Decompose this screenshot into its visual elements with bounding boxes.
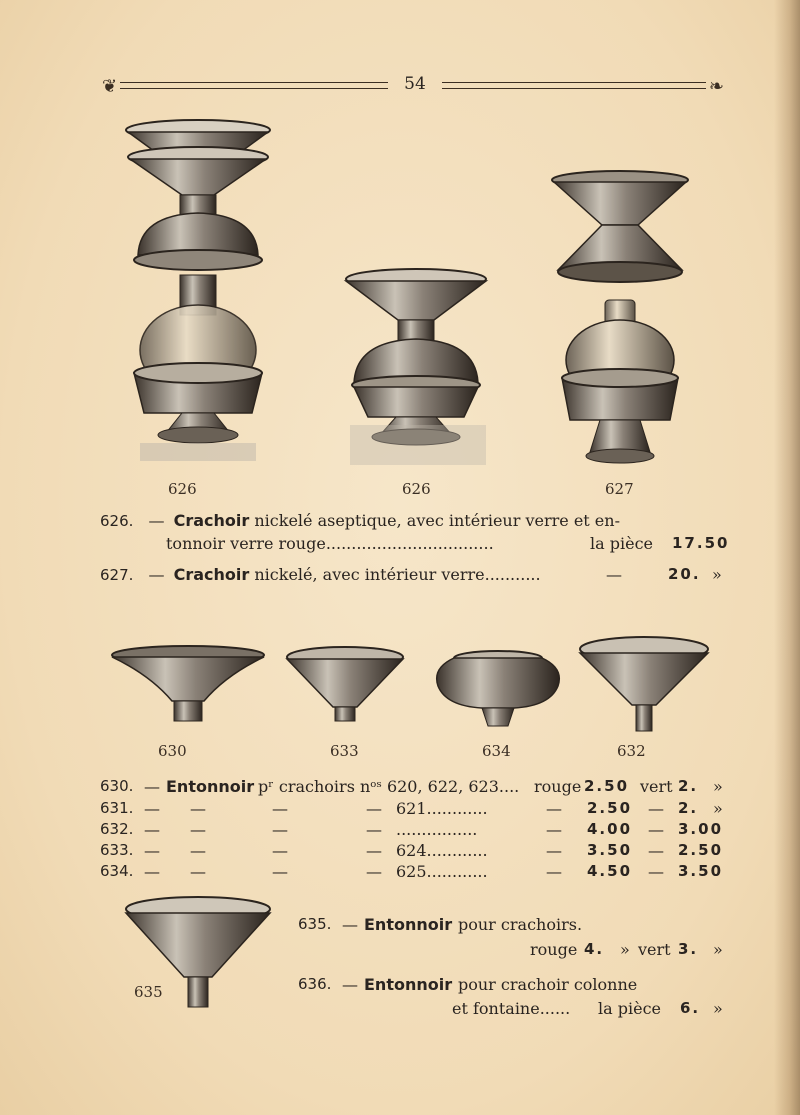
item-number: 626. xyxy=(100,512,134,530)
ditto-dash: — xyxy=(190,841,206,860)
funnel-630-illustration xyxy=(110,645,270,725)
ditto-dash: — xyxy=(148,565,165,584)
item-description: et fontaine...... xyxy=(452,999,571,1018)
leader-dots: ........... xyxy=(484,565,541,584)
ditto-dash: — xyxy=(144,862,160,881)
item-number: 633. xyxy=(100,841,134,859)
ditto-dash: — xyxy=(144,820,160,839)
item-refs: ................ xyxy=(396,820,478,839)
item-number: 632. xyxy=(100,820,134,838)
price-green: 2.50 xyxy=(678,841,724,859)
price-unit: la pièce xyxy=(590,534,653,553)
colour-label: rouge xyxy=(530,940,578,959)
figure-caption: 634 xyxy=(482,742,511,760)
item-626-line-2 xyxy=(166,534,494,553)
item-name: Entonnoir xyxy=(364,975,453,994)
price-green: 3.50 xyxy=(678,862,724,880)
header-rule-right xyxy=(442,82,706,89)
ditto-dash: — xyxy=(144,841,160,860)
item-number: 634. xyxy=(100,862,134,880)
ditto-dash: — xyxy=(606,565,622,584)
item-number: 636. xyxy=(298,975,332,993)
item-description: nickelé aseptique, avec intérieur verre et en- xyxy=(254,511,620,530)
price-green: 2. xyxy=(678,777,699,795)
price-red: 4. xyxy=(584,940,605,958)
price-green: 3.00 xyxy=(678,820,724,838)
price-unit: la pièce xyxy=(598,999,661,1018)
item-name: Entonnoir xyxy=(166,777,255,796)
funnel-632-illustration xyxy=(578,635,710,735)
ditto-mark: » xyxy=(713,940,723,959)
ornament-right-icon: ❧ xyxy=(708,76,724,97)
item-description: pour crachoirs. xyxy=(458,915,583,934)
item-name: Crachoir xyxy=(173,511,250,530)
spittoon-627-illustration xyxy=(550,170,690,470)
colour-label: vert xyxy=(640,777,673,796)
price-red: 2.50 xyxy=(584,777,630,795)
figure-caption: 632 xyxy=(617,742,646,760)
colour-label: vert xyxy=(638,940,671,959)
item-number: 631. xyxy=(100,799,134,817)
ditto-dash: — xyxy=(648,799,664,818)
ditto-dash: — xyxy=(366,841,382,860)
item-description: pour crachoir colonne xyxy=(458,975,638,994)
ditto-dash: — xyxy=(546,862,562,881)
item-626 xyxy=(100,511,725,530)
item-refs: 624............ xyxy=(396,841,488,860)
item-refs: 621............ xyxy=(396,799,488,818)
ditto-dash: — xyxy=(546,841,562,860)
ditto-dash: — xyxy=(190,799,206,818)
price-green: 2. xyxy=(678,799,699,817)
ditto-dash: — xyxy=(366,799,382,818)
colour-label: rouge xyxy=(534,777,582,796)
figure-caption: 626 xyxy=(402,480,431,498)
price-red: 4.00 xyxy=(587,820,633,838)
ditto-dash: — xyxy=(366,862,382,881)
item-refs: 625............ xyxy=(396,862,488,881)
ditto-dash: — xyxy=(272,820,288,839)
ditto-mark: » xyxy=(713,777,723,796)
item-number: 630. xyxy=(100,777,134,795)
price: 17.50 xyxy=(672,534,730,552)
spittoon-626-illustration xyxy=(340,265,500,470)
funnel-634-illustration xyxy=(432,648,564,730)
ditto-mark: » xyxy=(713,799,723,818)
spittoon-626-aseptic-illustration xyxy=(120,115,280,475)
ditto-dash: — xyxy=(272,862,288,881)
figure-caption: 633 xyxy=(330,742,359,760)
ditto-mark: » xyxy=(620,940,630,959)
figure-caption: 627 xyxy=(605,480,634,498)
item-number: 627. xyxy=(100,566,134,584)
ditto-dash: — xyxy=(190,862,206,881)
ditto-dash: — xyxy=(648,862,664,881)
price-red: 3.50 xyxy=(587,841,633,859)
ditto-dash: — xyxy=(366,820,382,839)
ditto-dash: — xyxy=(546,820,562,839)
price: 6. xyxy=(680,999,701,1017)
ditto-dash: — xyxy=(144,799,160,818)
header-rule-left xyxy=(120,82,388,89)
item-number: 635. xyxy=(298,915,332,933)
page-header xyxy=(100,74,726,96)
ditto-dash: — xyxy=(148,511,165,530)
item-627 xyxy=(100,565,541,584)
price: 20. xyxy=(668,565,701,583)
ditto-dash: — xyxy=(190,820,206,839)
ditto-mark: » xyxy=(712,565,722,584)
ditto-mark: » xyxy=(713,999,723,1018)
ditto-dash: — xyxy=(272,841,288,860)
item-name: Crachoir xyxy=(173,565,250,584)
item-description: tonnoir verre rouge xyxy=(166,534,326,553)
funnel-633-illustration xyxy=(285,645,405,725)
item-description: nickelé, avec intérieur verre xyxy=(254,565,485,584)
leader-dots: ................................. xyxy=(325,534,494,553)
figure-caption: 626 xyxy=(168,480,197,498)
ditto-dash: — xyxy=(144,777,160,796)
book-gutter-shadow xyxy=(774,0,800,1115)
ditto-dash: — xyxy=(546,799,562,818)
page-number: 54 xyxy=(404,74,426,94)
figure-caption: 635 xyxy=(134,983,163,1001)
ditto-dash: — xyxy=(272,799,288,818)
ditto-dash: — xyxy=(342,975,358,994)
figure-caption: 630 xyxy=(158,742,187,760)
ditto-dash: — xyxy=(648,841,664,860)
price-red: 2.50 xyxy=(587,799,633,817)
item-name: Entonnoir xyxy=(364,915,453,934)
price-red: 4.50 xyxy=(587,862,633,880)
ditto-dash: — xyxy=(648,820,664,839)
item-description: pʳ crachoirs nᵒˢ 620, 622, 623.... xyxy=(258,777,520,796)
ditto-dash: — xyxy=(342,915,358,934)
price-green: 3. xyxy=(678,940,699,958)
ornament-left-icon: ❦ xyxy=(102,76,118,97)
